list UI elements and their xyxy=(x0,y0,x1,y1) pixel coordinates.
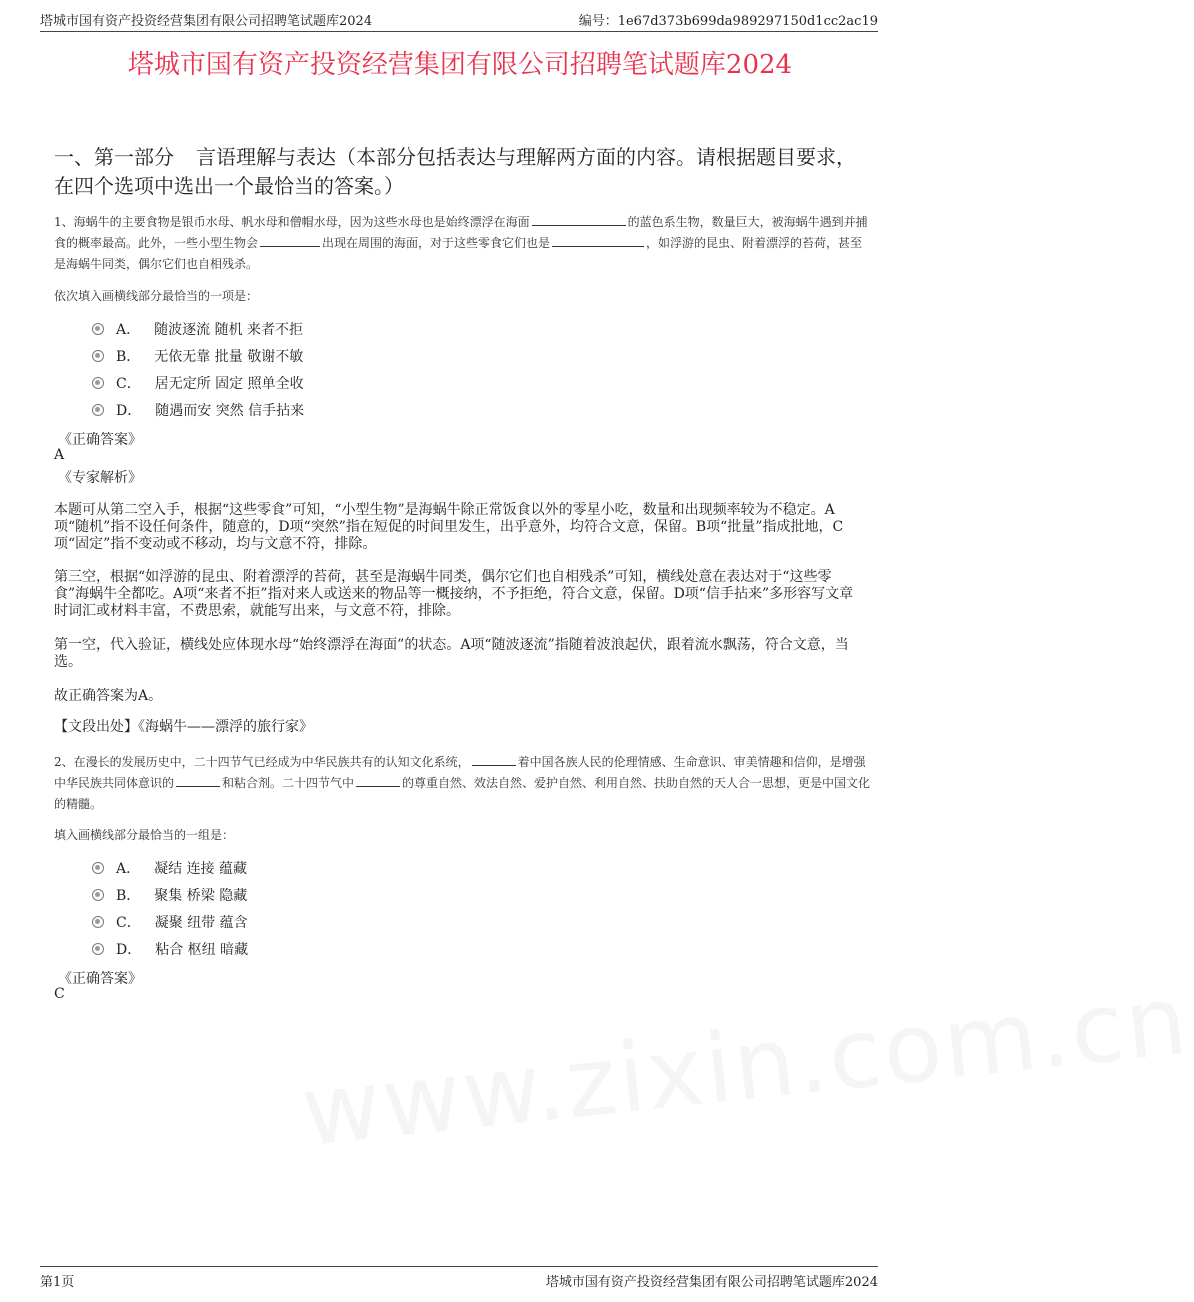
question-2-option-b[interactable] xyxy=(92,885,247,905)
question-2-answer-label: 《正确答案》 xyxy=(58,971,142,987)
radio-icon[interactable] xyxy=(92,350,104,362)
option-text: 无依无靠 批量 敬谢不敏 xyxy=(154,349,304,365)
question-1-option-d[interactable] xyxy=(92,400,304,420)
blank-2 xyxy=(176,774,220,787)
question-1-part-2: 的蓝色系生物，数量巨大，被海蜗牛遇到并捕食的概率最高。此外，一些小型生物会 xyxy=(54,215,868,250)
analysis-paragraph-2: 第三空，根据“如浮游的昆虫、附着漂浮的苔荷，甚至是海蜗牛同类，偶尔它们也自相残杀”可知，横线处意在表达对于“这些零食”海蜗牛全都吃。A项“来者不拒”指对来人或送来的物品等一概接纳，不予拒绝，符合文意，保留。D项“信手拈来”多形容写文章时词汇或材料丰富，不费思索，就能写出来，与文意不符，排除。 xyxy=(54,569,854,619)
footer-divider xyxy=(40,1266,878,1267)
question-1-analysis-label: 《专家解析》 xyxy=(58,470,142,486)
option-text: 居无定所 固定 照单全收 xyxy=(154,376,304,392)
question-1-option-b[interactable] xyxy=(92,346,303,366)
radio-icon[interactable] xyxy=(92,862,104,874)
option-letter: A． xyxy=(116,322,141,338)
source-label: 【文段出处】 xyxy=(54,719,138,735)
source-title: 《海蜗牛——漂浮的旅行家》 xyxy=(138,719,313,735)
blank-2 xyxy=(260,234,320,247)
option-text: 粘合 枢纽 暗藏 xyxy=(155,942,249,958)
page-title: 塔城市国有资产投资经营集团有限公司招聘笔试题库2024 xyxy=(127,50,793,80)
option-text: 聚集 桥梁 隐藏 xyxy=(154,888,248,904)
radio-icon[interactable] xyxy=(92,916,104,928)
section-heading xyxy=(54,143,864,201)
analysis-conclusion: 故正确答案为A。 xyxy=(54,688,163,704)
radio-icon[interactable] xyxy=(92,377,104,389)
question-2-option-c[interactable] xyxy=(92,912,248,932)
question-1-prompt: 依次填入画横线部分最恰当的一项是： xyxy=(54,289,259,303)
question-1-answer-label: 《正确答案》 xyxy=(58,432,142,448)
footer-title: 塔城市国有资产投资经营集团有限公司招聘笔试题库2024 xyxy=(545,1275,878,1290)
question-2-prompt: 填入画横线部分最恰当的一组是： xyxy=(54,828,235,842)
question-2-part-3: 和粘合剂。二十四节气中 xyxy=(222,776,355,790)
option-text: 随波逐流 随机 来者不拒 xyxy=(154,322,304,338)
question-1-text xyxy=(54,212,872,275)
question-2-text xyxy=(54,752,872,815)
question-2-part-4: 的尊重自然、效法自然、爱护自然、利用自然、扶助自然的天人合一思想，更是中国文化的精髓。 xyxy=(54,776,871,811)
header-divider xyxy=(40,31,878,32)
question-1-answer: A xyxy=(54,447,65,463)
option-text: 随遇而安 突然 信手拈来 xyxy=(155,403,305,419)
option-letter: D． xyxy=(116,403,142,419)
option-text: 凝聚 纽带 蕴含 xyxy=(154,915,248,931)
header-left: 塔城市国有资产投资经营集团有限公司招聘笔试题库2024 xyxy=(40,14,373,29)
blank-1 xyxy=(532,213,626,226)
question-1-part-3: 出现在周围的海面，对于这些零食它们也是 xyxy=(322,236,551,250)
question-1-part-4: ，如浮游的昆虫、附着漂浮的苔荷，甚至是海蜗牛同类，偶尔它们也自相残杀。 xyxy=(54,236,863,271)
option-letter: C． xyxy=(116,915,141,931)
question-2-answer: C xyxy=(54,986,65,1002)
option-letter: C． xyxy=(116,376,141,392)
option-letter: A． xyxy=(116,861,141,877)
radio-icon[interactable] xyxy=(92,323,104,335)
section-text: 言语理解与表达（本部分包括表达与理解两方面的内容。请根据题目要求，在四个选项中选出一个最恰当的答案。） xyxy=(54,145,856,198)
blank-1 xyxy=(472,753,516,766)
question-2-option-d[interactable] xyxy=(92,939,248,959)
analysis-paragraph-3: 第一空，代入验证，横线处应体现水母“始终漂浮在海面”的状态。A项“随波逐流”指随着波浪起伏，跟着流水飘荡，符合文意，当选。 xyxy=(54,637,849,670)
analysis-paragraph-1: 本题可从第二空入手，根据“这些零食”可知，“小型生物”是海蜗牛除正常饭食以外的零星小吃，数量和出现频率较为不稳定。A项“随机”指不设任何条件，随意的，D项“突然”指在短促的时间里发生，出乎意外，均符合文意，保留。B项“批量”指成批地，C项“固定”指不变动或不移动，均与文意不符，排除。 xyxy=(54,502,844,552)
radio-icon[interactable] xyxy=(92,404,104,416)
blank-3 xyxy=(552,234,644,247)
question-1-option-c[interactable] xyxy=(92,373,304,393)
question-2-part-1: 2、在漫长的发展历史中，二十四节气已经成为中华民族共有的认知文化系统， xyxy=(54,755,470,769)
blank-3 xyxy=(356,774,400,787)
question-1-part-1: 1、海蜗牛的主要食物是银币水母、帆水母和僧帽水母，因为这些水母也是始终漂浮在海面 xyxy=(54,215,530,229)
option-letter: B． xyxy=(116,349,141,365)
question-2-part-2: 着中国各族人民的伦理情感、生命意识、审美情趣和信仰，是增强中华民族共同体意识的 xyxy=(54,755,866,790)
question-1-source xyxy=(54,719,860,736)
header-right: 编号：1e67d373b699da989297150d1cc2ac19 xyxy=(578,14,878,29)
option-letter: D． xyxy=(116,942,142,958)
page-number: 第1页 xyxy=(40,1275,75,1290)
question-1-option-a[interactable] xyxy=(92,319,303,339)
section-part: 一、第一部分 xyxy=(54,145,174,169)
question-2-option-a[interactable] xyxy=(92,858,247,878)
option-text: 凝结 连接 蕴藏 xyxy=(154,861,248,877)
option-letter: B． xyxy=(116,888,141,904)
watermark: www.zixin.com.cn xyxy=(296,963,1194,1169)
radio-icon[interactable] xyxy=(92,943,104,955)
radio-icon[interactable] xyxy=(92,889,104,901)
